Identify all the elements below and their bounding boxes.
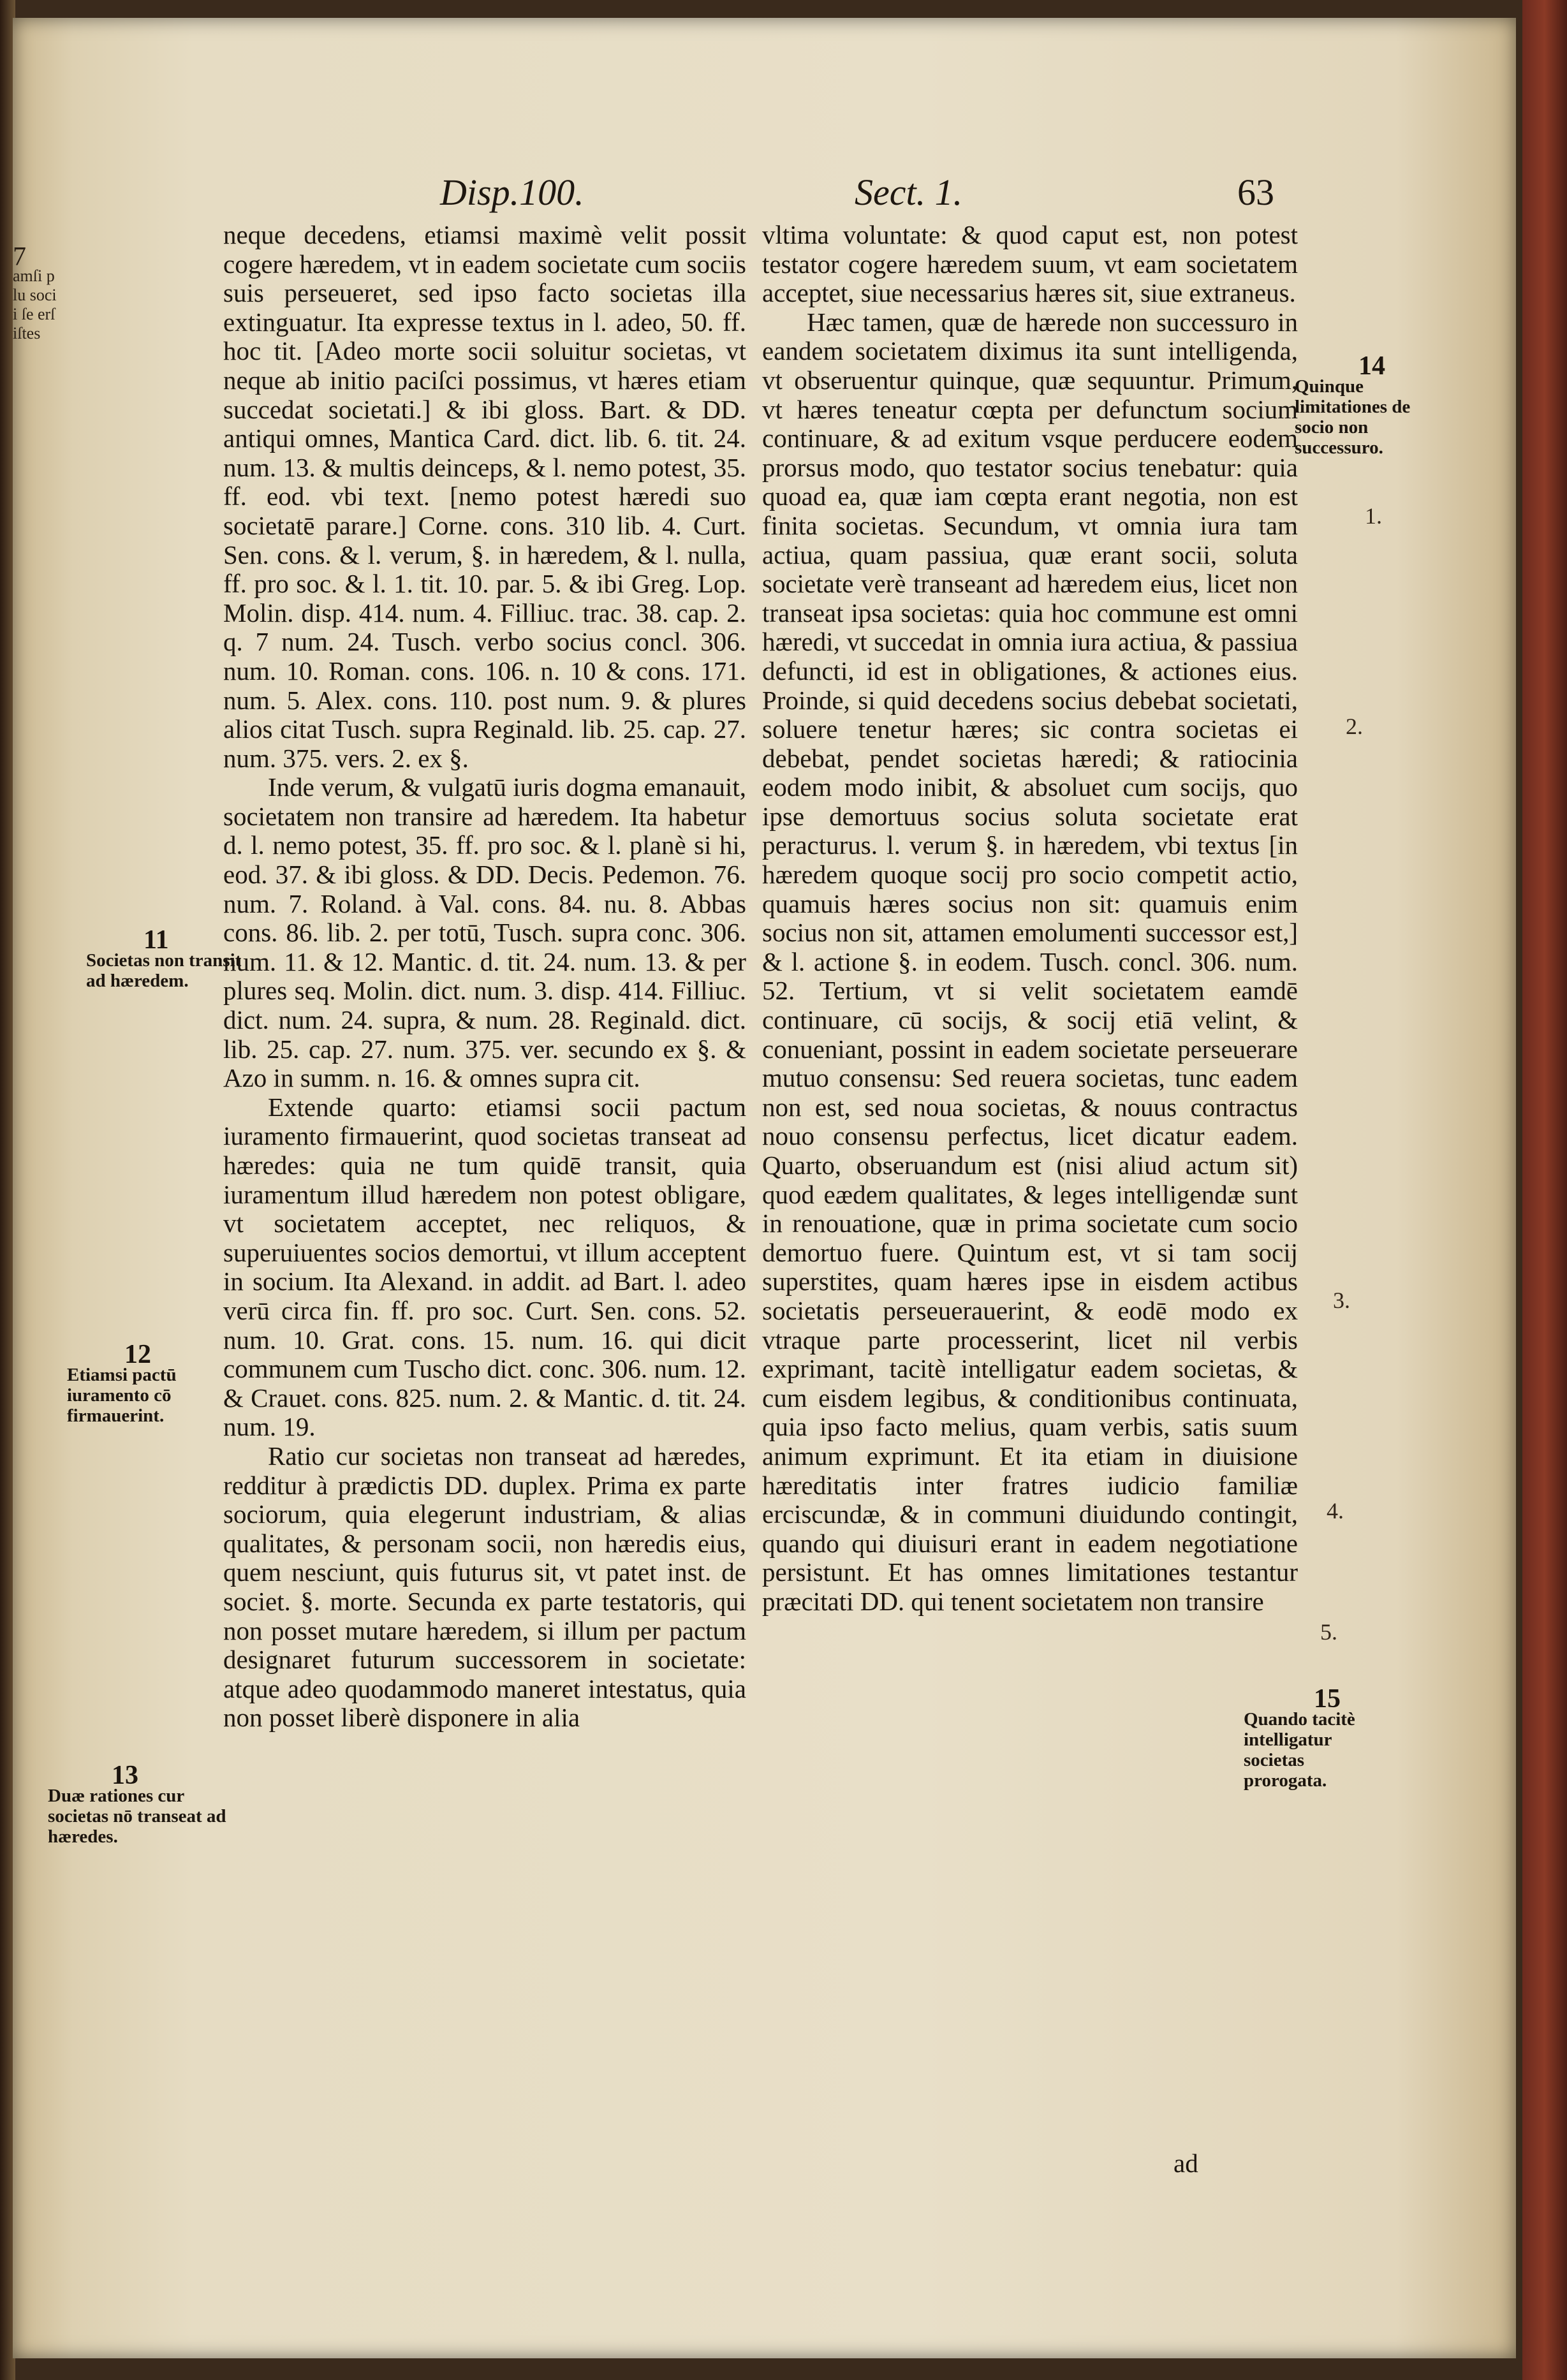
margin-note-text: Quinque limitationes de socio non successuro. <box>1295 376 1411 458</box>
margin-note-text: Societas non transit ad hæredem. <box>86 950 242 991</box>
margin-note-number: 12 <box>124 1340 151 1369</box>
right-page-edge <box>1522 0 1567 2380</box>
left-edge-fragment <box>13 242 57 343</box>
margin-small-number: 2. <box>1346 714 1363 739</box>
margin-note-text: Duæ rationes cur societas nō transeat ad hæredes. <box>48 1786 226 1847</box>
margin-small-number: 1. <box>1365 503 1382 529</box>
margin-note-text: Quando tacitè intelligatur societas prorogata. <box>1244 1709 1355 1791</box>
margin-small-number: 3. <box>1333 1288 1350 1313</box>
margin-note-number: 14 <box>1358 351 1385 381</box>
margin-note-13 <box>48 1761 226 1847</box>
paragraph: Inde verum, & vulgatū iuris dogma emanauit, societatem non transire ad hæredem. Ita habetur d. l. nemo potest, 35. ff. pro soc. & l. planè si hi, eod. 37. & ibi gloss. & DD. Decis. Pedemon. 76. num. 7. Roland. à Val. cons. 84. nu. 8. Abbas cons. 86. lib. 2. per totū, Tusch. supra conc. 306. num. 11. & 12. Mantic. d. tit. 24. num. 13. & per plures seq. Molin. dict. num. 3. disp. 414. Filliuc. dict. num. 24. supra, & num. 28. Reginald. dict. lib. 25. cap. 27. num. 375. ver. secundo ex §. & Azo in summ. n. 16. & omnes supra cit. <box>223 772 746 1093</box>
left-edge-fragment-text: amſi plu socii ſe erſiſtes <box>13 267 57 342</box>
margin-note-11 <box>86 925 265 991</box>
margin-note-14 <box>1295 351 1441 458</box>
margin-small-number: 5. <box>1320 1619 1337 1645</box>
paragraph: Extende quarto: etiamsi socii pactum iuramento firmauerint, quod societas transeat ad hæredes: quia ne tum quidē transit, quia iuramentum illud hæredem non potest obligare, vt societatem acceptet, nec reliquos, & superuiuentes socios demortui, vt illum acceptent in socium. Ita Alexand. in addit. ad Bart. l. adeo verū circa fin. ff. pro soc. Curt. Sen. cons. 52. num. 10. Grat. cons. 15. num. 16. qui dicit communem cum Tuscho dict. conc. 306. num. 12. & Crauet. cons. 825. num. 2. & Mantic. d. tit. 24. num. 19. <box>223 1092 746 1442</box>
left-text-column <box>223 221 746 1733</box>
paragraph: Hæc tamen, quæ de hærede non successuro in eandem societatem diximus ita sunt intelligenda, vt obseruentur quinque, quæ sequuntur. Primum, vt hæres teneatur cœpta per defunctum socium continuare, & ad exitum vsque perducere eodem prorsus modo, quo testator socius tenebatur: quia quoad ea, quæ iam cœpta erant negotia, non est finita societas. Secundum, vt omnia iura tam actiua, quam passiua, quæ erant socii, soluta societate verè transeant ad hæredem eius, licet non transeat ipsa societas: quia hoc commune est omni hæredi, vt succedat in omnia iura actiua, & passiua defuncti, id est in obligationes, & actiones eius. Proinde, si quid decedens socius debebat societati, soluere tenetur hæres; sic contra societas ei debebat, pendet societas hæredi; & ratiocinia eodem modo inibit, & absoluet cum socijs, quo ipse demortuus socius soluta societate erat peracturus. l. verum §. in hæredem, vbi textus [in hæredem quoque socij pro socio competit actio, quamuis hæres socius non sit: quamuis enim socius non sit, attamen emolumenti successor est,] & l. actione §. in eodem. Tusch. concl. 306. num. 52. Tertium, vt si velit societatem eamdē continuare, cū socijs, & socij etiā velint, & conueniant, possint in eadem societate perseuerare mutuo consensu: Sed reuera societas, tunc eadem non est, sed noua societas, & nouus contractus nouo consensu perfectus, licet dicatur eadem. Quarto, obseruandum est (nisi aliud actum sit) quod eædem qualitates, & leges intelligendæ sunt in renouatione, quæ in prima societate cum socio demortuo fuere. Quintum est, vt si tam socij superstites, quam hæres ipse in eisdem actibus societatis perseuerauerint, & eodē modo ex vtraque parte processerint, licet nil verbis exprimant, tacitè intelligatur eadem societas, & cum eisdem legibus, & conditionibus continuata, quia ipso facto melius, quam verbis, satis suum animum exprimunt. Et ita etiam in diuisione hæreditatis inter fratres iudicio familiæ erciscundæ, & in communi diuidundo contingit, quando qui diuisuri erant in eadem negotiatione persistunt. Et has omnes limitationes testantur præcitati DD. qui tenent societatem non transire <box>762 307 1298 1616</box>
paragraph: Ratio cur societas non transeat ad hæredes, redditur à prædictis DD. duplex. Prima ex parte sociorum, quia elegerunt industriam, & alias qualitates, & personam socii, non hæredis eius, quem nesciunt, quis futurus sit, vt patet inst. de societ. §. morte. Secunda ex parte testatoris, qui non posset mutare hæredem, si illum per pactum designaret futurum successorem in societate: atque adeo quodammodo maneret intestatus, quia non posset liberè disponere in alia <box>223 1441 746 1733</box>
margin-note-15 <box>1244 1684 1390 1791</box>
running-head <box>395 171 1288 222</box>
margin-note-text: Etiamsi pactū iuramento cō firmauerint. <box>67 1365 177 1426</box>
left-edge-fragment-number: 7 <box>13 242 26 272</box>
margin-small-number: 4. <box>1327 1498 1344 1524</box>
running-head-left: Disp.100. <box>440 172 584 213</box>
page-number: 63 <box>1237 172 1274 213</box>
running-head-center: Sect. 1. <box>855 172 963 213</box>
margin-note-12 <box>67 1340 246 1426</box>
catchword: ad <box>1173 2149 1198 2178</box>
margin-note-number: 11 <box>143 925 169 955</box>
book-page <box>13 18 1516 2358</box>
paragraph: vltima voluntate: & quod caput est, non potest testator cogere hæredem suum, vt eam societatem acceptet, siue necessarius hæres sit, siue extraneus. <box>762 220 1298 308</box>
right-text-column <box>762 221 1298 1617</box>
margin-note-number: 15 <box>1314 1684 1341 1714</box>
margin-note-number: 13 <box>112 1761 138 1790</box>
paragraph: neque decedens, etiamsi maximè velit possit cogere hæredem, vt in eadem societate cum sociis suis perseueret, sed ipso facto societas illa extinguatur. Ita expresse textus in l. adeo, 50. ff. hoc tit. [Adeo morte socii soluitur societas, vt neque ab initio paciſci possimus, vt hæres etiam succedat societati.] & ibi gloss. Bart. & DD. antiqui omnes, Mantica Card. dict. lib. 6. tit. 24. num. 13. & multis deinceps, & l. nemo potest, 35. ff. eod. vbi text. [nemo potest hæredi suo societatē parare.] Corne. cons. 310 lib. 4. Curt. Sen. cons. & l. verum, §. in hæredem, & l. nulla, ff. pro soc. & l. 1. tit. 10. par. 5. & ibi Greg. Lop. Molin. disp. 414. num. 4. Filliuc. trac. 38. cap. 2. q. 7 num. 24. Tusch. verbo socius concl. 306. num. 10. Roman. cons. 106. n. 10 & cons. 171. num. 5. Alex. cons. 110. post num. 9. & plures alios citat Tusch. supra Reginald. lib. 25. cap. 27. num. 375. vers. 2. ex §. <box>223 220 746 773</box>
